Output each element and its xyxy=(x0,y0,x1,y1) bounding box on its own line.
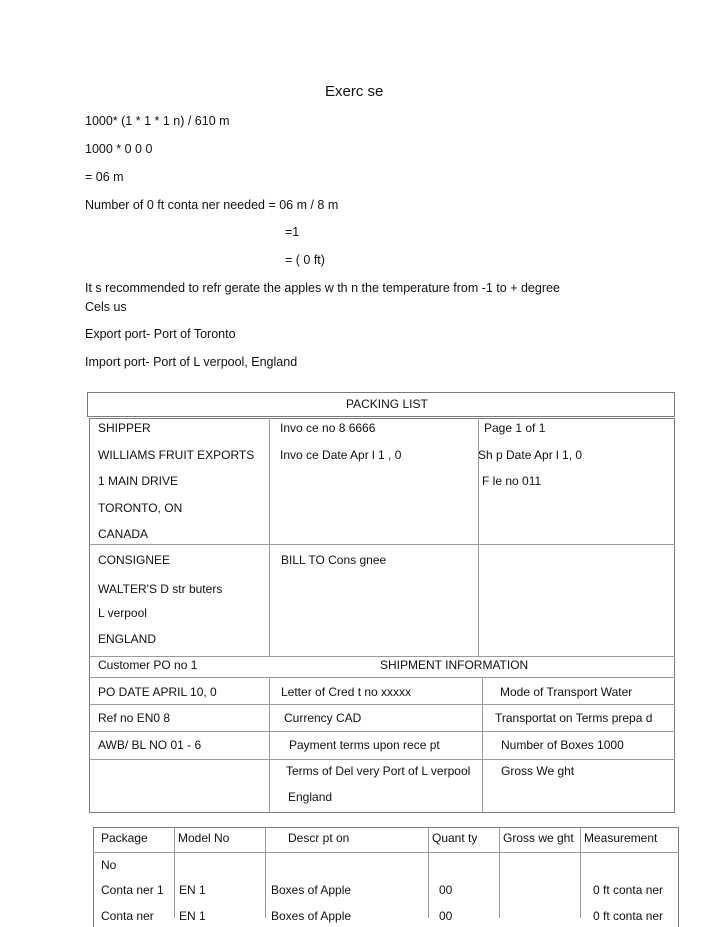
formula-line-2: 1000 * 0 0 0 xyxy=(85,142,153,156)
container-count-result-2: = ( 0 ft) xyxy=(285,253,325,267)
payment-terms: Payment terms upon rece pt xyxy=(289,738,440,752)
divider xyxy=(89,759,675,760)
terms-of-delivery-2: England xyxy=(288,790,333,804)
mode-of-transport: Mode of Transport Water xyxy=(500,685,633,699)
divider xyxy=(428,827,429,918)
customer-po: Customer PO no 1 xyxy=(98,658,198,672)
row2-measurement: 0 ft conta ner xyxy=(593,909,664,923)
shipper-address: 1 MAIN DRIVE xyxy=(98,474,179,488)
divider xyxy=(174,827,175,918)
consignee-country: ENGLAND xyxy=(98,632,157,646)
row1-quantity: 00 xyxy=(439,883,453,897)
packing-list-header xyxy=(87,392,675,417)
terms-of-delivery: Terms of Del very Port of L verpool xyxy=(286,764,471,778)
row2-description: Boxes of Apple xyxy=(271,909,352,923)
consignee-label: CONSIGNEE xyxy=(98,553,171,567)
awb-bl-no: AWB/ BL NO 01 - 6 xyxy=(98,738,202,752)
letter-of-credit: Letter of Cred t no xxxxx xyxy=(281,685,412,699)
transport-terms: Transportat on Terms prepa d xyxy=(495,711,653,725)
divider xyxy=(89,677,675,678)
divider xyxy=(580,827,581,918)
ref-no: Ref no EN0 8 xyxy=(98,711,171,725)
col-header-quantity: Quant ty xyxy=(432,831,478,845)
gross-weight: Gross We ght xyxy=(501,764,575,778)
divider xyxy=(89,704,675,705)
bill-to: BILL TO Cons gnee xyxy=(281,553,387,567)
row1-model: EN 1 xyxy=(179,883,206,897)
refrigeration-note-2: Cels us xyxy=(85,300,127,314)
col-header-package-2: No xyxy=(101,858,117,872)
row1-description: Boxes of Apple xyxy=(271,883,352,897)
currency: Currency CAD xyxy=(284,711,362,725)
shipper-label: SHIPPER xyxy=(98,421,151,435)
row2-package: Conta ner xyxy=(101,909,154,923)
refrigeration-note: It s recommended to refr gerate the apples w th n the temperature from -1 to + degree xyxy=(85,281,560,295)
ship-date: Sh p Date Apr l 1, 0 xyxy=(478,448,583,462)
divider xyxy=(269,677,270,813)
row1-measurement: 0 ft conta ner xyxy=(593,883,664,897)
invoice-no: Invo ce no 8 6666 xyxy=(280,421,376,435)
divider xyxy=(89,731,675,732)
row2-model: EN 1 xyxy=(179,909,206,923)
page-title: Exerc se xyxy=(325,83,384,100)
formula-line-3: = 06 m xyxy=(85,170,124,184)
col-header-gross-weight: Gross we ght xyxy=(503,831,574,845)
export-port: Export port- Port of Toronto xyxy=(85,327,236,341)
shipper-country: CANADA xyxy=(98,527,149,541)
file-no: F le no 011 xyxy=(482,474,542,488)
col-header-package: Package xyxy=(101,831,148,845)
page-number: Page 1 of 1 xyxy=(484,421,546,435)
col-header-measurement: Measurement xyxy=(584,831,658,845)
divider xyxy=(499,827,500,918)
invoice-date: Invo ce Date Apr l 1 , 0 xyxy=(280,448,402,462)
import-port: Import port- Port of L verpool, England xyxy=(85,355,298,369)
consignee-name: WALTER'S D str buters xyxy=(98,582,223,596)
row1-package: Conta ner 1 xyxy=(101,883,164,897)
col-header-model: Model No xyxy=(178,831,230,845)
formula-line-1: 1000* (1 * 1 * 1 n) / 610 m xyxy=(85,114,230,128)
col-header-description: Descr pt on xyxy=(288,831,350,845)
divider xyxy=(265,827,266,918)
packing-list-title: PACKING LIST xyxy=(346,397,428,411)
divider xyxy=(89,656,675,657)
divider xyxy=(89,544,675,545)
container-count-result: =1 xyxy=(285,225,300,239)
po-date: PO DATE APRIL 10, 0 xyxy=(98,685,217,699)
divider xyxy=(482,677,483,813)
divider xyxy=(93,852,679,853)
shipper-city: TORONTO, ON xyxy=(98,501,183,515)
container-count-line: Number of 0 ft conta ner needed = 06 m / 8 m xyxy=(85,198,339,212)
consignee-city: L verpool xyxy=(98,606,147,620)
number-of-boxes: Number of Boxes 1000 xyxy=(501,738,624,752)
row2-quantity: 00 xyxy=(439,909,453,923)
shipper-name: WILLIAMS FRUIT EXPORTS xyxy=(98,448,255,462)
shipment-info-header: SHIPMENT INFORMATION xyxy=(380,658,529,672)
divider xyxy=(269,418,270,657)
